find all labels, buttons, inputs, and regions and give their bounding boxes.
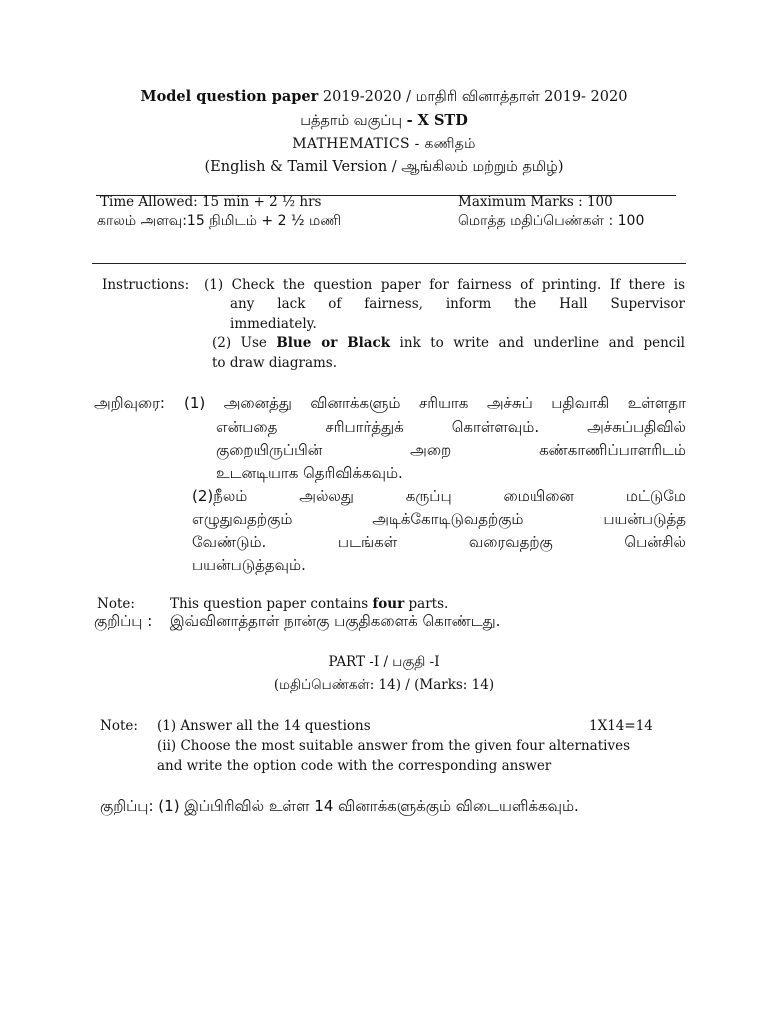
tamil-instruction-1-line-1: (1) அனைத்து வினாக்களும் சரியாக அச்சுப் பதிவாகி உள்ளதா	[184, 394, 686, 412]
note-1-label: Note:	[97, 596, 135, 612]
note-1-text	[170, 596, 448, 612]
version-line: (English & Tamil Version / ஆங்கிலம் மற்றும் தமிழ்)	[204, 159, 564, 175]
note-2-line-3: and write the option code with the corresponding answer	[157, 758, 552, 774]
note-1-tamil-text: இவ்வினாத்தாள் நான்கு பகுதிகளைக் கொண்டது.	[170, 612, 501, 630]
instructions-label: Instructions:	[102, 277, 190, 293]
note-1-pre: This question paper contains	[170, 596, 373, 612]
tamil-instruction-2-line-3: வேண்டும். படங்கள் வரைவதற்கு பென்சில்	[192, 533, 686, 551]
max-marks-en: Maximum Marks : 100	[458, 194, 613, 210]
header-bold-title: Model question paper	[140, 88, 319, 105]
header-class-english: - X STD	[406, 112, 468, 129]
instruction-1-line-3: immediately.	[230, 316, 317, 332]
header-line-2	[0, 112, 768, 131]
note-2-score: 1X14=14	[589, 718, 653, 734]
note-1-post: parts.	[404, 596, 449, 612]
note-2-label: Note:	[100, 718, 138, 734]
tamil-instruction-1-line-2: என்பதை சரிபார்த்துக் கொள்ளவும். அச்சுப்பதிவில்	[216, 418, 686, 436]
note-1-bold: four	[372, 596, 405, 612]
part-title: PART -I / பகுதி -I	[328, 654, 440, 670]
header-line-1	[0, 88, 768, 107]
header-year-tamil: 2019-2020 / மாதிரி வினாத்தாள் 2019- 2020	[318, 89, 628, 105]
tamil-instruction-1-line-3: குறையிருப்பின் அறை கண்காணிப்பாளரிடம்	[216, 441, 686, 459]
tamil-instructions-label: அறிவுரை:	[94, 394, 165, 412]
note-2-line-1: (1) Answer all the 14 questions	[157, 718, 371, 734]
tamil-instruction-1-line-4: உடனடியாக தெரிவிக்கவும்.	[216, 464, 403, 482]
tamil-instruction-2-line-1: (2)நீலம் அல்லது கருப்பு மையினை மட்டுமே	[192, 487, 686, 505]
tamil-instruction-2-line-4: பயன்படுத்தவும்.	[192, 556, 306, 574]
note-2-tamil: குறிப்பு: (1) இப்பிரிவில் உள்ள 14 வினாக்களுக்கும் விடையளிக்கவும்.	[100, 797, 579, 815]
time-allowed-en: Time Allowed: 15 min + 2 ½ hrs	[100, 194, 322, 210]
instruction-2-pre: (2) Use	[212, 335, 277, 351]
divider-bottom	[92, 263, 686, 264]
max-marks-ta: மொத்த மதிப்பெண்கள் : 100	[458, 213, 645, 229]
instruction-2-line-2: to draw diagrams.	[212, 355, 338, 371]
header-class-tamil: பத்தாம் வகுப்பு	[300, 113, 407, 129]
tamil-instruction-2-line-2: எழுதுவதற்கும் அடிக்கோடிடுவதற்கும் பயன்படுத்த	[192, 510, 686, 528]
instruction-2-post: ink to write and underline and pencil	[390, 335, 685, 351]
instruction-2-bold: Blue or Black	[276, 335, 391, 351]
note-2-line-2: (ii) Choose the most suitable answer from the given four alternatives	[157, 738, 630, 754]
part-marks: (மதிப்பெண்கள்: 14) / (Marks: 14)	[273, 677, 495, 693]
time-allowed-ta: காலம் அளவு:15 நிமிடம் + 2 ½ மணி	[97, 213, 342, 229]
instruction-1-line-2: any lack of fairness, inform the Hall Supervisor	[230, 296, 685, 312]
subject-title: MATHEMATICS - கணிதம்	[292, 136, 476, 152]
instruction-1-line-1: (1) Check the question paper for fairness of printing. If there is	[204, 277, 685, 293]
note-1-tamil-label: குறிப்பு :	[94, 612, 153, 630]
instruction-2-line-1	[212, 335, 685, 351]
